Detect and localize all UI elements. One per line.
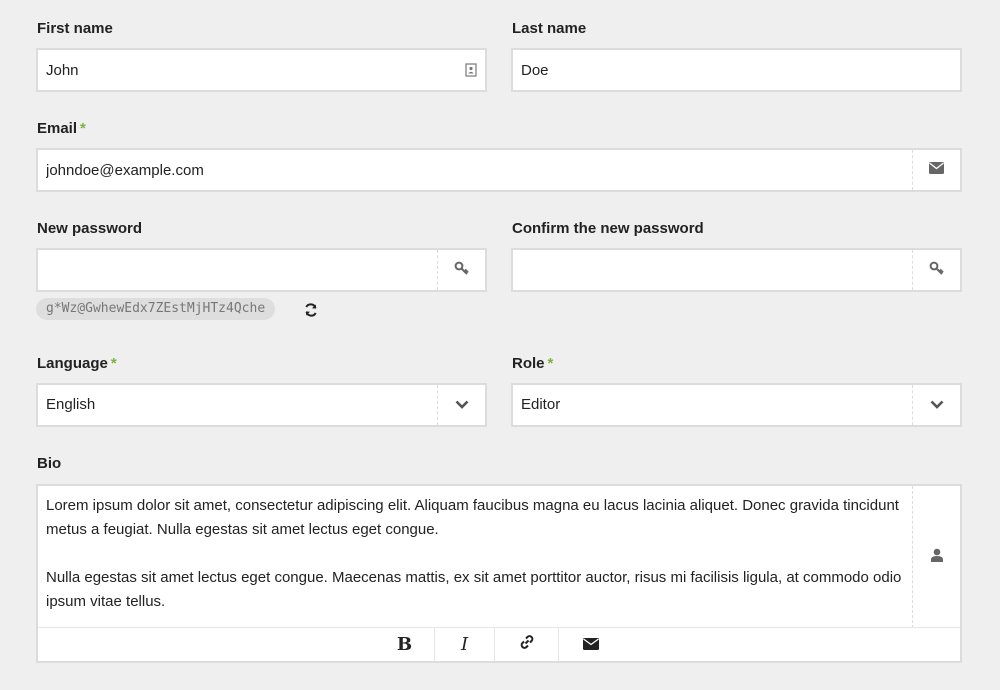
generated-password[interactable]: g*Wz@GwhewEdx7ZEstMjHTz4Qche [36,298,275,320]
envelope-icon [583,634,599,655]
bio-text[interactable] [46,494,906,614]
bio-textarea[interactable] [36,484,962,663]
required-mark: * [110,355,117,372]
link-icon [519,634,535,655]
required-mark: * [547,355,554,372]
role-dropdown-toggle[interactable] [912,385,960,425]
key-icon [929,261,945,280]
confirm-password-addon [912,250,960,290]
italic-label: I [460,634,469,655]
role-value: Editor [521,396,561,413]
bio-toolbar [38,627,960,661]
bold-label: B [396,634,413,655]
confirm-password-label: Confirm the new password [512,220,704,237]
bio-label: Bio [37,455,62,472]
bio-paragraph: Lorem ipsum dolor sit amet, consectetur adipiscing elit. Aliquam faucibus magna eu lacus lacinia aliquet. Donec gravida tincidunt metus a feugiat. Nulla egestas sit amet lectus eget congue. [46,497,899,538]
confirm-password-input[interactable] [513,250,908,290]
role-label: Role * [512,355,554,372]
new-password-input[interactable] [38,250,433,290]
envelope-icon [929,161,944,179]
language-dropdown-toggle[interactable] [437,385,485,425]
language-select[interactable] [36,383,487,427]
refresh-icon[interactable] [302,301,320,319]
role-select[interactable] [511,383,962,427]
user-icon [931,548,943,567]
language-label: Language * [37,355,117,372]
last-name-input[interactable] [513,50,953,90]
email-field[interactable] [36,148,962,192]
confirm-password-field[interactable] [511,248,962,292]
first-name-input[interactable] [38,50,458,90]
new-password-label: New password [37,220,143,237]
email-input[interactable] [38,150,908,190]
new-password-field[interactable] [36,248,487,292]
italic-button[interactable] [435,628,495,661]
bold-button[interactable] [375,628,435,661]
bio-paragraph: Nulla egestas sit amet lectus eget congue. Maecenas mattis, ex sit amet porttitor auctor, risus mi facilisis ligula, at commodo odio ipsum vitae tellus. [46,569,902,610]
key-icon [454,261,470,280]
first-name-label: First name [37,20,113,37]
email-addon [912,150,960,190]
first-name-field[interactable] [36,48,487,92]
bio-addon [912,486,960,628]
email-label: Email * [37,120,86,137]
last-name-field[interactable] [511,48,962,92]
chevron-down-icon [930,396,944,414]
contact-card-icon [461,50,481,90]
required-mark: * [80,120,86,137]
email-link-button[interactable] [559,628,623,661]
new-password-addon [437,250,485,290]
last-name-label: Last name [512,20,587,37]
link-button[interactable] [495,628,559,661]
chevron-down-icon [455,396,469,414]
language-value: English [46,396,96,413]
